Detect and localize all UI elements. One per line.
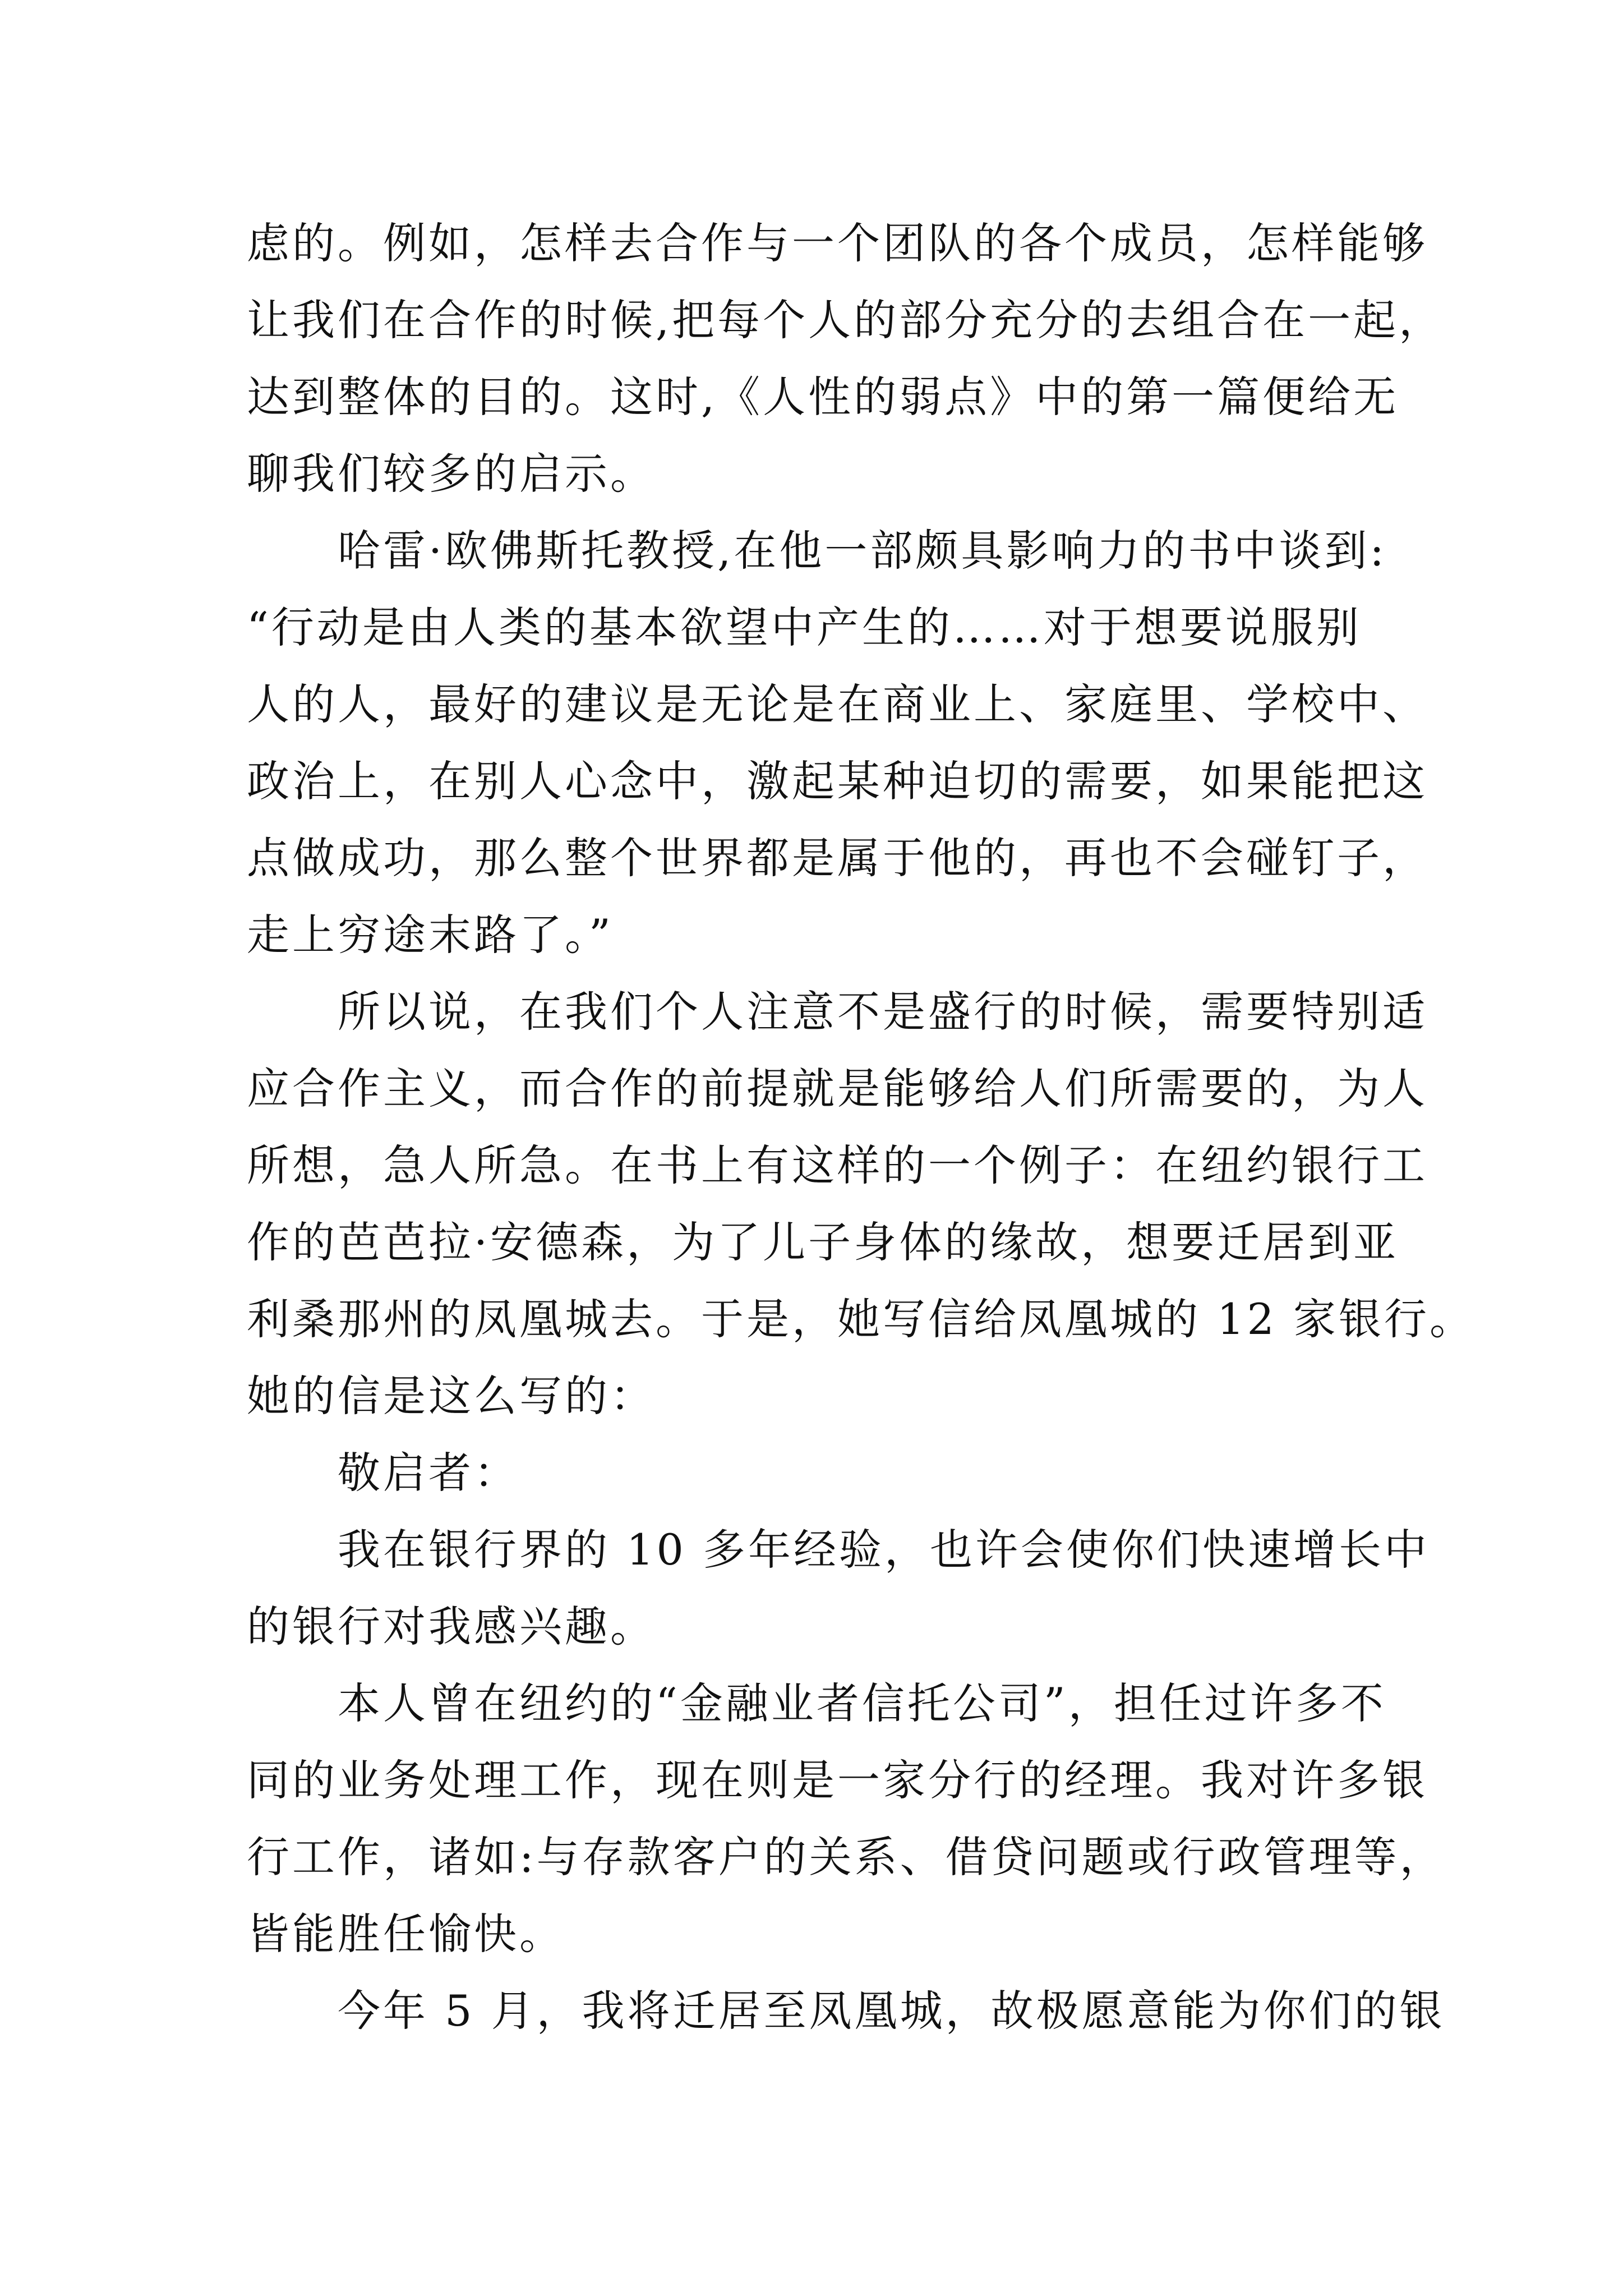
text-line: 作的芭芭拉·安德森，为了儿子身体的缘故，想要迁居到亚 (247, 1217, 1399, 1267)
text-line: 她的信是这么写的： (247, 1371, 656, 1421)
text-line: 我在银行界的 10 多年经验，也许会使你们快速增长中 (338, 1525, 1430, 1575)
text-line: 走上穷途末路了。” (247, 910, 614, 960)
text-line: 点做成功，那么整个世界都是属于他的，再也不会碰钉子， (247, 833, 1428, 883)
text-line: 的银行对我感兴趣。 (247, 1602, 656, 1651)
text-line: 行工作，诸如:与存款客户的关系、借贷问题或行政管理等， (247, 1832, 1445, 1882)
paragraph-6 (247, 1665, 1445, 1972)
paragraph-2 (247, 512, 1428, 973)
paragraph-1 (247, 205, 1445, 512)
text-line: 皆能胜任愉快。 (247, 1909, 565, 1959)
text-line: 同的业务处理工作，现在则是一家分行的经理。我对许多银 (247, 1755, 1428, 1805)
text-line: 敬启者： (338, 1448, 519, 1498)
document-body (247, 205, 1476, 2049)
paragraph-5 (247, 1511, 1430, 1665)
paragraph-7 (247, 1972, 1445, 2049)
text-line: 利桑那州的凤凰城去。于是，她写信给凤凰城的 12 家银行。 (247, 1294, 1476, 1344)
paragraph-4 (247, 1434, 1424, 1511)
text-line: 政治上，在别人心念中，激起某种迫切的需要，如果能把这 (247, 756, 1428, 806)
text-line: 聊我们较多的启示。 (247, 449, 656, 499)
text-line: 所以说，在我们个人注意不是盛行的时候，需要特别适 (338, 987, 1428, 1037)
paragraph-3 (247, 973, 1476, 1434)
text-line: 人的人，最好的建议是无论是在商业上、家庭里、学校中、 (247, 679, 1428, 729)
text-line: 哈雷·欧佛斯托教授,在他一部颇具影响力的书中谈到: (338, 526, 1387, 576)
text-line: 所想，急人所急。在书上有这样的一个例子：在纽约银行工 (247, 1140, 1428, 1190)
text-line: 让我们在合作的时候,把每个人的部分充分的去组合在一起， (247, 295, 1445, 345)
text-line: 今年 5 月，我将迁居至凤凰城，故极愿意能为你们的银 (338, 1986, 1445, 2036)
text-line: 本人曾在纽约的“金融业者信托公司”，担任过许多不 (338, 1678, 1386, 1728)
text-line: “行动是由人类的基本欲望中产生的……对于想要说服别 (247, 602, 1362, 652)
text-line: 应合作主义，而合作的前提就是能够给人们所需要的，为人 (247, 1064, 1428, 1114)
text-line: 虑的。例如，怎样去合作与一个团队的各个成员，怎样能够 (247, 218, 1428, 268)
text-line: 达到整体的目的。这时,《人性的弱点》中的第一篇便给无 (247, 372, 1399, 422)
